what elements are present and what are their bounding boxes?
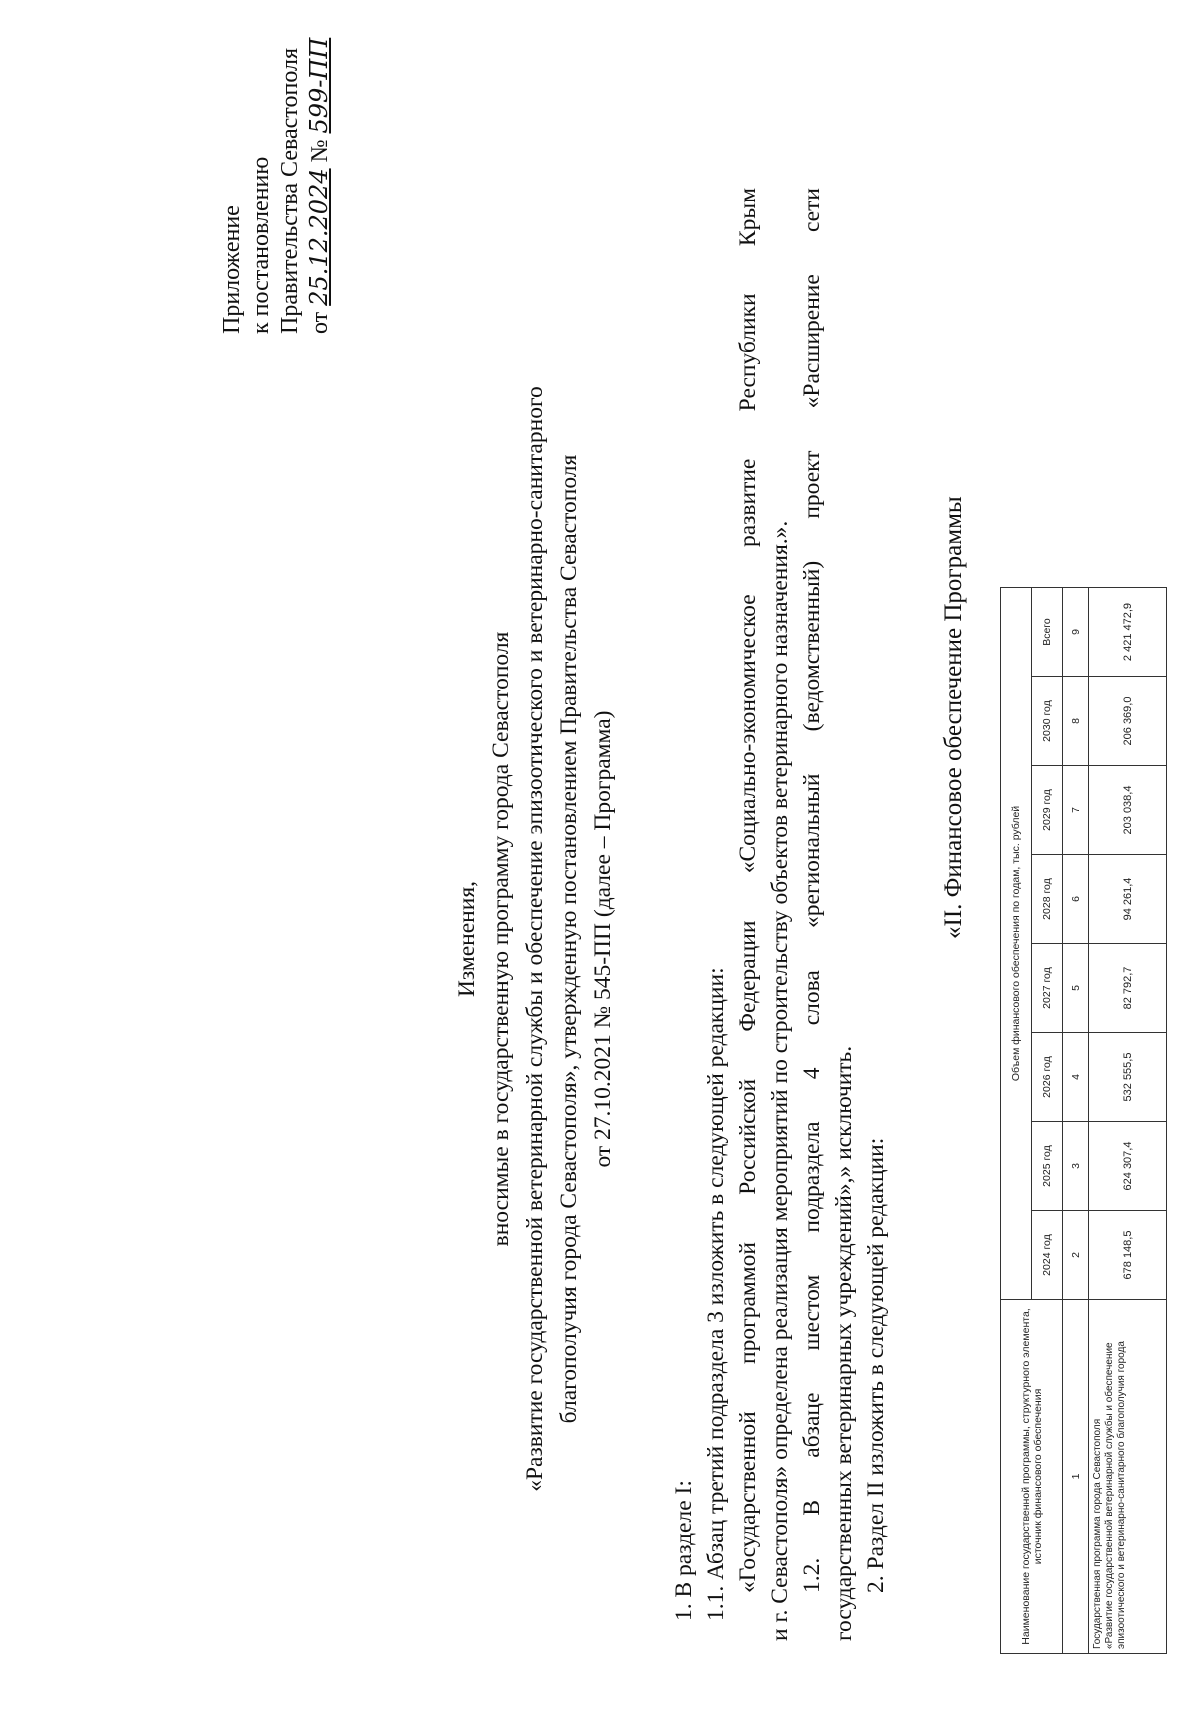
- column-number: 3: [1063, 1122, 1089, 1211]
- word: Республики: [735, 293, 761, 412]
- section-title: «II. Финансовое обеспечение Программы: [940, 496, 967, 939]
- program-name-cell: [1089, 1300, 1167, 1654]
- paragraph-2: 2. Раздел II изложить в следующей редакции:: [863, 1137, 889, 1593]
- paragraph-1-1-continuation: и г. Севастополя» определена реализация мероприятий по строительству объектов ветеринарного назначения.».: [767, 520, 793, 1641]
- title-line-3: «Развитие государственной ветеринарной службы и обеспечение эпизоотического и ветеринарно-санитарного: [522, 386, 548, 1492]
- word: шестом: [799, 1274, 825, 1351]
- word: «Расширение: [799, 274, 825, 409]
- word: 1.2.: [799, 1557, 825, 1593]
- column-number-row: [1063, 588, 1089, 1654]
- word: подраздела: [799, 1121, 825, 1233]
- total-header: Всего: [1032, 588, 1063, 677]
- word: проект: [799, 450, 825, 519]
- handwritten-date: 25.12.2024: [305, 168, 333, 306]
- word: В: [799, 1499, 825, 1516]
- paragraph-1: 1. В разделе I:: [671, 1480, 697, 1621]
- date-prefix: от: [307, 311, 333, 334]
- word: программой: [735, 1242, 761, 1364]
- word: «региональный: [799, 773, 825, 928]
- year-header: 2028 год: [1032, 855, 1063, 944]
- title-line-2: вносимые в государственную программу города Севастополя: [488, 631, 514, 1247]
- paragraph-1-1: 1.1. Абзац третий подраздела 3 изложить в следующей редакции:: [703, 967, 729, 1621]
- word: «Государственной: [735, 1411, 761, 1593]
- column-number: 1: [1063, 1300, 1089, 1654]
- total-value-cell: 2 421 472,9: [1089, 588, 1167, 677]
- word: 4: [799, 1067, 825, 1080]
- word: сети: [799, 188, 825, 233]
- value-cell: 624 307,4: [1089, 1122, 1167, 1211]
- word: «Социально-экономическое: [735, 594, 761, 874]
- year-header: 2026 год: [1032, 1033, 1063, 1122]
- word: Крым: [735, 188, 761, 247]
- number-prefix: №: [307, 139, 333, 163]
- year-header: 2029 год: [1032, 766, 1063, 855]
- appendix-date-line: [305, 38, 335, 334]
- column-number: 6: [1063, 855, 1089, 944]
- paragraph-1-2-continuation: государственных ветеринарных учреждений»,» исключить.: [831, 1045, 857, 1641]
- financing-group-header: Объем финансового обеспечения по годам, тыс. рублей: [1001, 588, 1032, 1300]
- column-number: 4: [1063, 1033, 1089, 1122]
- column-number: 2: [1063, 1211, 1089, 1300]
- value-cell: 203 038,4: [1089, 766, 1167, 855]
- value-cell: 532 555,5: [1089, 1033, 1167, 1122]
- table-row: [1089, 588, 1167, 1654]
- handwritten-number: 599-ПП: [305, 37, 333, 134]
- year-header: 2027 год: [1032, 944, 1063, 1033]
- value-cell: 94 261,4: [1089, 855, 1167, 944]
- column-number: 5: [1063, 944, 1089, 1033]
- word: абзаце: [799, 1392, 825, 1458]
- column-number: 9: [1063, 588, 1089, 677]
- program-name-line: «Развитие государственной ветеринарной службы и обеспечение: [1104, 1342, 1115, 1649]
- paragraph-1-1-text: [732, 188, 764, 1641]
- program-name-line: Государственная программа города Севастополя: [1092, 1418, 1103, 1649]
- financing-table: [1000, 587, 1167, 1654]
- title-line-5: от 27.10.2021 № 545-ПП (далее – Программа): [590, 710, 616, 1168]
- year-header: 2025 год: [1032, 1122, 1063, 1211]
- word: развитие: [735, 458, 761, 548]
- program-name-line: эпизоотического и ветеринарно-санитарного благополучия города: [1116, 1341, 1127, 1649]
- body-text: [668, 141, 892, 1641]
- value-cell: 678 148,5: [1089, 1211, 1167, 1300]
- appendix-block: [218, 38, 335, 334]
- name-column-header: Наименование государственной программы, структурного элемента, источник финансового обеспечения: [1001, 1300, 1063, 1654]
- title-line-1: Изменения,: [454, 880, 480, 998]
- appendix-resolution-label: к постановлению: [248, 156, 274, 334]
- appendix-label: Приложение: [219, 205, 245, 334]
- year-header: 2030 год: [1032, 677, 1063, 766]
- column-number: 8: [1063, 677, 1089, 766]
- table-header-row: [1001, 588, 1032, 1654]
- word: Федерации: [735, 920, 761, 1032]
- word: Российской: [735, 1078, 761, 1195]
- value-cell: 206 369,0: [1089, 677, 1167, 766]
- value-cell: 82 792,7: [1089, 944, 1167, 1033]
- word: слова: [799, 970, 825, 1026]
- year-header: 2024 год: [1032, 1211, 1063, 1300]
- title-line-4: благополучия города Севастополя», утвержденную постановлением Правительства Севастополя: [556, 454, 582, 1424]
- column-number: 7: [1063, 766, 1089, 855]
- paragraph-1-2: [796, 188, 828, 1641]
- word: (ведомственный): [799, 560, 825, 732]
- document-title: [450, 279, 620, 1599]
- appendix-government-label: Правительства Севастополя: [277, 47, 303, 334]
